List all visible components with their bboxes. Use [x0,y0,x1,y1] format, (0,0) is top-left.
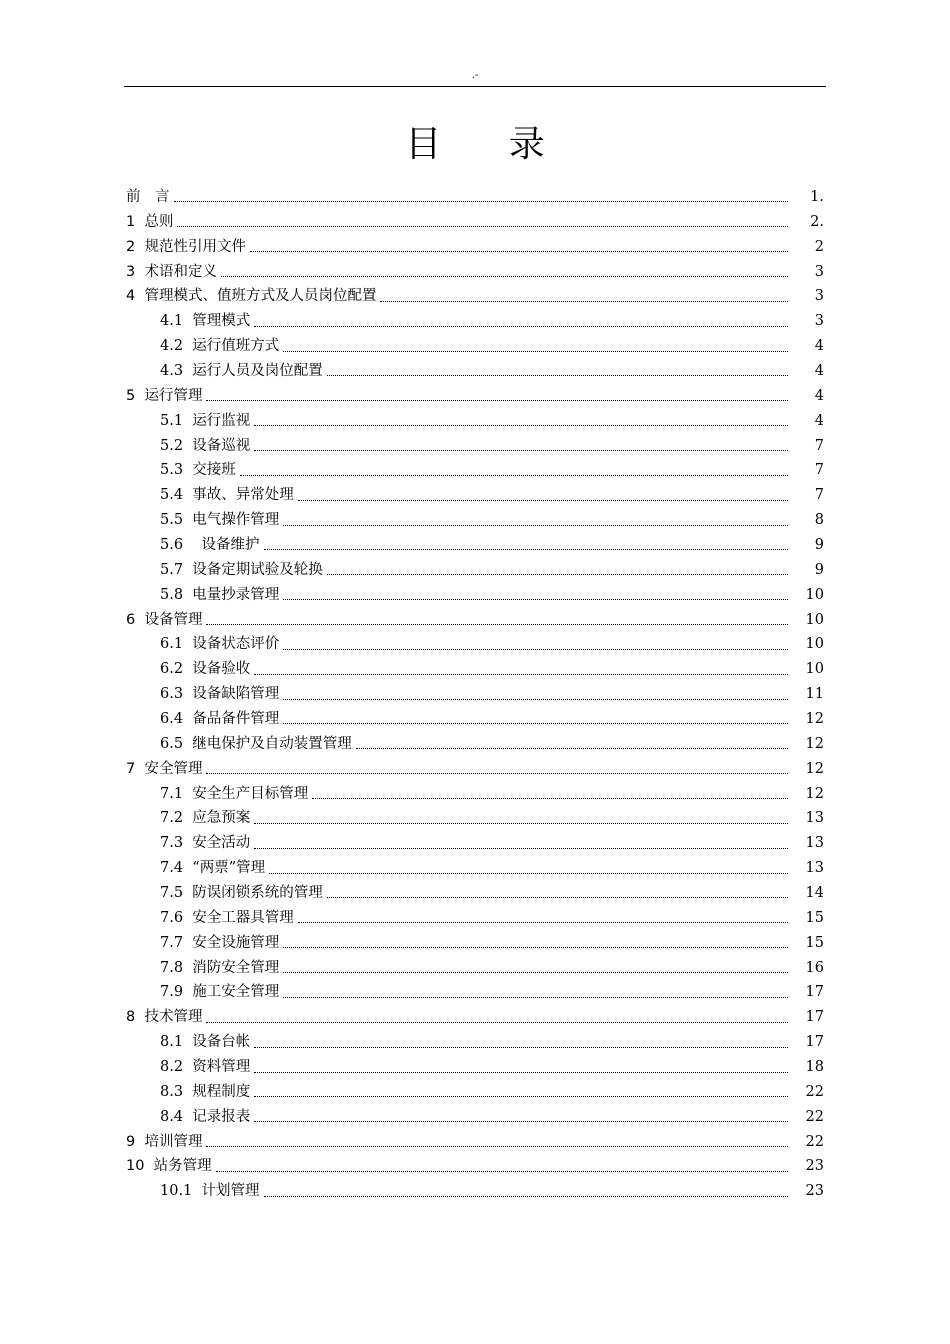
toc-entry[interactable] [0,881,950,906]
toc-entry-label: 8.3 规程制度 [160,1083,251,1100]
toc-entry-label: 5.6 设备维护 [160,536,260,553]
toc-entry-label: 5.2 设备巡视 [160,437,251,454]
dot-leader [254,1072,788,1073]
dot-leader [206,624,788,625]
toc-page-number: 7 [814,462,824,479]
toc-entry-label: 7.6 安全工器具管理 [160,909,294,926]
toc-page-number: 3 [814,313,824,330]
toc-entry[interactable] [0,756,950,781]
toc-entry-label: 3 术语和定义 [126,263,217,280]
toc-page-number: 12 [805,785,824,802]
toc-entry-label: 7.4 “两票”管理 [160,860,266,877]
toc-entry[interactable] [0,1129,950,1154]
toc-page-number: 16 [805,959,824,976]
toc-page-number: 12 [805,760,824,777]
toc-entry-label: 4.1 管理模式 [160,313,251,330]
toc-entry[interactable] [0,383,950,408]
toc-entry[interactable] [0,607,950,632]
toc-entry[interactable] [0,707,950,732]
page-header-mark: .- [471,70,479,81]
toc-entry-label: 6.1 设备状态评价 [160,636,280,653]
toc-entry[interactable] [0,234,950,259]
dot-leader [264,1196,788,1197]
toc-page-number: 10 [805,586,824,603]
toc-entry[interactable] [0,508,950,533]
toc-page-number: 1. [810,188,824,205]
toc-entry[interactable] [0,582,950,607]
dot-leader [356,748,788,749]
toc-entry-label: 6 设备管理 [126,611,203,628]
toc-entry[interactable] [0,781,950,806]
toc-entry-label: 6.2 设备验收 [160,661,251,678]
toc-entry-label: 7.1 安全生产目标管理 [160,785,309,802]
dot-leader [283,972,788,973]
toc-page-number: 23 [805,1183,824,1200]
toc-page-number: 13 [805,835,824,852]
toc-entry[interactable] [0,1030,950,1055]
toc-page-number: 8 [814,512,824,529]
toc-entry[interactable] [0,980,950,1005]
toc-page-number: 23 [805,1158,824,1175]
toc-page-number: 18 [805,1059,824,1075]
toc-page-number: 13 [805,860,824,877]
toc-entry-label: 4.2 运行值班方式 [160,338,280,355]
toc-entry[interactable] [0,1154,950,1179]
dot-leader [206,1022,788,1023]
dot-leader [221,276,788,277]
dot-leader [327,897,788,898]
toc-page-number: 17 [805,1009,824,1026]
dot-leader [283,351,788,352]
toc-entry[interactable] [0,458,950,483]
table-of-contents [0,185,950,1204]
dot-leader [254,450,788,451]
dot-leader [206,773,788,774]
toc-page-number: 9 [814,536,824,553]
toc-page-number: 3 [814,263,824,280]
toc-entry[interactable] [0,1005,950,1030]
dot-leader [254,823,788,824]
toc-entry[interactable] [0,185,950,210]
dot-leader [240,475,788,476]
toc-entry-label: 10.1 计划管理 [160,1183,260,1200]
toc-entry[interactable] [0,259,950,284]
toc-entry-label: 7.9 施工安全管理 [160,984,280,1001]
dot-leader [283,599,788,600]
toc-entry-label: 8 技术管理 [126,1009,203,1026]
dot-leader [312,798,788,799]
toc-entry[interactable] [0,657,950,682]
header-rule [124,86,826,87]
toc-page-number: 10 [805,661,824,678]
dot-leader [254,674,788,675]
dot-leader [283,947,788,948]
toc-entry[interactable] [0,1079,950,1104]
toc-entry[interactable] [0,682,950,707]
toc-entry-label: 5.8 电量抄录管理 [160,586,280,603]
dot-leader [283,699,788,700]
toc-page-number: 9 [814,561,824,578]
dot-leader [380,301,788,302]
toc-entry-label: 7.3 安全活动 [160,835,251,852]
toc-entry[interactable] [0,856,950,881]
toc-page-number: 3 [814,288,824,305]
toc-entry[interactable] [0,930,950,955]
toc-entry[interactable] [0,1104,950,1129]
dot-leader [283,649,788,650]
toc-entry[interactable] [0,557,950,582]
toc-entry-label: 8.4 记录报表 [160,1108,251,1125]
toc-entry-label: 5.7 设备定期试验及轮换 [160,561,323,578]
toc-entry[interactable] [0,408,950,433]
toc-entry-label: 7.8 消防安全管理 [160,959,280,976]
dot-leader [283,997,788,998]
dot-leader [264,549,789,550]
toc-entry-label: 6.3 设备缺陷管理 [160,686,280,703]
toc-page-number: 15 [805,934,824,951]
toc-entry-label: 前 言 [126,188,170,205]
dot-leader [254,326,788,327]
toc-page-number: 22 [805,1083,824,1100]
toc-page-number: 11 [805,686,824,703]
toc-entry-label: 1 总则 [126,213,174,230]
toc-entry[interactable] [0,731,950,756]
toc-page-number: 22 [805,1133,824,1150]
dot-leader [283,723,788,724]
toc-entry[interactable] [0,209,950,234]
toc-entry[interactable] [0,1055,950,1080]
toc-page-number: 7 [814,487,824,504]
toc-entry-label: 7 安全管理 [126,760,203,777]
toc-entry-label: 10 站务管理 [126,1158,212,1175]
dot-leader [254,425,788,426]
dot-leader [283,525,788,526]
dot-leader [254,848,788,849]
toc-page-number: 4 [814,338,824,355]
dot-leader [254,1047,788,1048]
page-title: 目 录 [405,124,573,165]
toc-page-number: 14 [805,884,824,901]
toc-entry[interactable] [0,831,950,856]
toc-entry[interactable] [0,309,950,334]
toc-page-number: 10 [805,611,824,628]
toc-entry-label: 4.3 运行人员及岗位配置 [160,362,323,379]
toc-entry[interactable] [0,533,950,558]
dot-leader [206,400,788,401]
dot-leader [327,375,788,376]
dot-leader [327,574,788,575]
toc-entry[interactable] [0,483,950,508]
toc-page-number: 2 [814,238,824,255]
toc-page-number: 22 [805,1108,824,1125]
toc-page-number: 13 [805,810,824,827]
toc-entry-label: 5.3 交接班 [160,462,236,479]
toc-entry-label: 8.2 资料管理 [160,1059,251,1075]
toc-page-number: 17 [805,1034,824,1051]
toc-entry-label: 2 规范性引用文件 [126,238,246,255]
toc-entry[interactable] [0,905,950,930]
toc-page-number: 2. [810,213,824,230]
toc-entry-label: 7.7 安全设施管理 [160,934,280,951]
dot-leader [250,251,788,252]
toc-page-number: 17 [805,984,824,1001]
toc-entry-label: 9 培训管理 [126,1133,203,1150]
toc-page-number: 4 [814,362,824,379]
toc-entry[interactable] [0,1179,950,1204]
toc-entry[interactable] [0,433,950,458]
toc-page-number: 12 [805,735,824,752]
toc-entry[interactable] [0,334,950,359]
toc-entry[interactable] [0,359,950,384]
dot-leader [216,1171,788,1172]
dot-leader [269,873,788,874]
toc-entry-label: 5 运行管理 [126,387,203,404]
dot-leader [254,1096,788,1097]
dot-leader [174,201,789,202]
toc-entry[interactable] [0,632,950,657]
toc-entry[interactable] [0,284,950,309]
toc-entry-label: 5.1 运行监视 [160,412,251,429]
toc-entry[interactable] [0,806,950,831]
toc-entry-label: 5.4 事故、异常处理 [160,487,294,504]
toc-page-number: 4 [814,387,824,404]
toc-page-number: 10 [805,636,824,653]
dot-leader [177,226,788,227]
toc-entry[interactable] [0,955,950,980]
toc-page-number: 15 [805,909,824,926]
toc-page-number: 7 [814,437,824,454]
toc-entry-label: 4 管理模式、值班方式及人员岗位配置 [126,288,377,305]
dot-leader [298,500,788,501]
dot-leader [206,1146,788,1147]
toc-entry-label: 7.5 防误闭锁系统的管理 [160,884,323,901]
toc-page-number: 4 [814,412,824,429]
toc-entry-label: 7.2 应急预案 [160,810,251,827]
dot-leader [254,1121,788,1122]
toc-entry-label: 6.5 继电保护及自动装置管理 [160,735,352,752]
toc-page-number: 12 [805,710,824,727]
dot-leader [298,922,788,923]
toc-entry-label: 6.4 备品备件管理 [160,710,280,727]
toc-entry-label: 5.5 电气操作管理 [160,512,280,529]
toc-entry-label: 8.1 设备台帐 [160,1034,251,1051]
